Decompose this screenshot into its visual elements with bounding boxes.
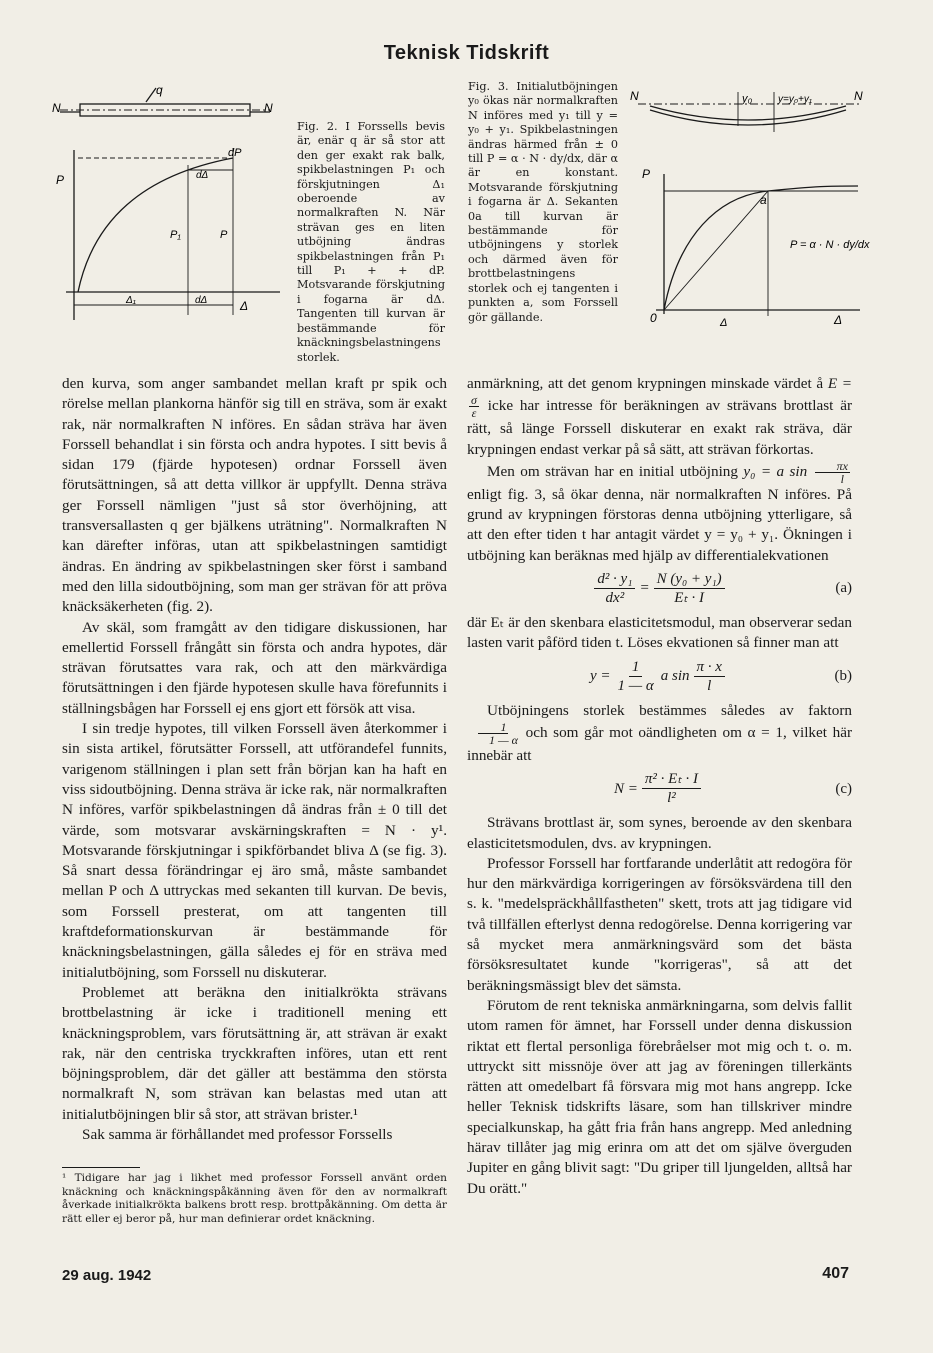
- footnote: ¹ Tidigare har jag i likhet med professor Forssell använt orden knäckning och knäckningspåkänning även för den av normalkraft åverkade initialkrökta balkens brott resp. brottpåkänning. Om detta är rätt eller ej beror på, hur man definierar ordet knäckning.: [62, 1172, 447, 1225]
- right-paragraph: [467, 460, 852, 566]
- figure-2: [48, 80, 293, 330]
- fig2-label-p1: P₁: [170, 229, 181, 241]
- sigma-over-epsilon: $\frac{\sigma}{\varepsilon}$: [471, 393, 477, 421]
- fig2-caption: Fig. 2. I Forssells bevis är, enär q är så stor att den ger exakt rak balk, spikbelastningen P₁ och förskjutningen Δ₁ oberoende av normalkraften N. När strävan ges en liten utböjning ändras spikbelastningen från P₁ till P₁ + + dP. Motsvarande förskjutning i fogarna är dΔ. Tangenten till kurvan är bestämmande för knäckningsbelastningens storlek.: [297, 120, 445, 364]
- left-paragraph: den kurva, som anger sambandet mellan kraft pr spik och rörelse mellan plankorna hänför sig till en sträva, som är exakt rak, när normalkraften N införes. En sådan sträva har även Forssell behandlat i sin första och andra hypotes. I sitt bevis å sidan 179 (fjärde hypotesen) ordnar Forssell även förutsättningen, så att detta villkor är uppfyllt. Denna sträva ger Forssell nämligen "just så stor överhöjning, att transversallasten q ger bjälkens uträtning". Normalkraften N kan därefter införas, utan att spikbelastningen samtidigt ändras. En ändring av spikbelastningen sker först i samband med den lilla sidoutböjning, som man ger strävan för att pröva knäcksäkerheten (fig. 2).: [62, 375, 447, 616]
- fig3-label-delta-axis: Δ: [834, 313, 843, 327]
- fig2-label-dp: dP: [228, 147, 242, 159]
- fig3-label-a: a: [760, 193, 767, 207]
- right-paragraph: Utböjningens storlek bestämmes således av faktorn $\frac{1}{1 — \alpha}$ och som går mot oändligheten om α = 1, vilket här innebär att: [467, 701, 852, 764]
- equation-c: N = $\frac{\text{π² · Eₜ · I}}{\text{l²}}$ (c): [614, 771, 852, 807]
- fig2-label-q: q: [156, 83, 163, 97]
- footer-date: 29 aug. 1942: [62, 1267, 152, 1284]
- fig3-label-p-axis: P: [642, 167, 651, 181]
- right-p1-before: anmärkning, att det genom krypningen minskade värdet å: [467, 375, 824, 392]
- fig3-caption: Fig. 3. Initialutböjningen y₀ ökas när normalkraften N införes med y₁ till y = y₀ + y₁. Spikbelastningen ändras härmed från ± 0 till P = α · N · dy/dx, där α är en konstant. Motsvarande förskjutning i fogarna är Δ. Sekanten 0a till kurvan är bestämmande för utböjningens y storlek och därmed även för brottbelastningens storlek och ej tangenten i punkten a, som Forssell gör gällande.: [468, 80, 618, 324]
- right-paragraph: Strävans brottlast är, som synes, beroende av den skenbara elasticitetsmodulen, dvs. av krypningen.: [467, 814, 852, 852]
- left-column: [62, 374, 447, 1145]
- fig3-label-p-formula: P = α · N · dy/dx: [790, 239, 870, 251]
- fig2-label-delta-axis: Δ: [240, 299, 249, 313]
- left-paragraph: Sak samma är förhållandet med professor Forssells: [82, 1125, 393, 1143]
- equation-b-tag: (b): [834, 668, 852, 685]
- left-paragraph: Problemet att beräkna den initialkrökta strävans brottbelastning är icke i traditionell mening ett knäckningsproblem, vars förutsättning är, att strävan är exakt rak, när den centriska tryckkraften införes, utan ett rent böjningsproblem, där det gäller att bestämma den största normalkraft N, som strävan kan belastas med utan att initialutböjningen blir så stor, att strävan brister.¹: [62, 983, 447, 1123]
- figure-3: [628, 86, 878, 336]
- fig2-label-p: P: [220, 229, 228, 241]
- fig2-label-p-axis: P: [56, 173, 65, 187]
- fig2-label-d-delta-top: dΔ: [196, 170, 209, 181]
- fig3-label-y-eq: y=y₀+y₁: [778, 94, 813, 105]
- journal-header: Teknisk Tidskrift: [383, 42, 550, 64]
- fig2-label-delta1: Δ₁: [126, 295, 136, 306]
- fig3-label-origin: 0: [650, 311, 657, 325]
- footnote-rule: [62, 1167, 140, 1168]
- fig3-label-n-left: N: [630, 89, 639, 103]
- left-paragraph: Av skäl, som framgått av den tidigare diskussionen, har emellertid Forssell frångått sin första och andra hypotes, där strävan förutsattes vara rak, och att den märkvärdiga förutsättningen i den fjärde hypotesen skulle hava förefunnits i ställningsbågen har Forssell ej ens gjort ett försök att visa.: [62, 618, 447, 717]
- right-paragraph: där Eₜ är den skenbara elasticitetsmodul, man observerar sedan lasten varit påförd tiden t. Löses ekvationen så finner man att: [467, 614, 852, 652]
- right-p1-after: icke har intresse för beräkningen av strävans brottlast är rätt, så länge Forssell diskuterar en exakt rak sträva, där krypningen endast verkar på så sätt, att strävan förkortas.: [467, 397, 853, 458]
- page-number: 407: [822, 1265, 849, 1282]
- equation-a: $\frac{\text{d² · y₁}}{\text{dx²}}$ = $\frac{\text{N (y₀ + y₁)}}{\text{Eₜ · I}}$ (a): [467, 570, 852, 607]
- fig3-label-delta-mid: Δ: [720, 317, 728, 329]
- one-over-one-minus-alpha: $\frac{1}{1 — \alpha}$: [469, 721, 518, 746]
- right-paragraph: [467, 374, 852, 460]
- fig3-label-n-right: N: [854, 89, 863, 103]
- equation-a-tag: (a): [835, 580, 852, 597]
- equation-c-tag: (c): [835, 780, 852, 797]
- fig2-label-n-left: N: [52, 101, 61, 115]
- right-p2-expr: y₀ = a sin: [743, 462, 808, 480]
- right-p1-eq-lhs: E =: [827, 375, 853, 392]
- right-p2-before: Men om strävan har en initial utböjning: [487, 462, 738, 480]
- equation-b: y = $\frac{1}{1 — \alpha}$ a sin $\frac{\pi \cdot x}{l}$ (b): [590, 658, 852, 694]
- left-paragraph: I sin tredje hypotes, till vilken Forssell även återkommer i sin sista artikel, förutsätter Forssell, att utförandefel funnits, varigenom ställningen i plan sett från början kan ha haft en viss sidoutböjning. Denna sträva är icke rak, när normalkraften N införes, varför spikbelastningen då ändras från ± 0 till det värde, som motsvarar avskärningskraften = N · y¹. Motsvarande förskjutningar i spikförbandet bliva Δ (se fig. 3). Så snart dessa förändringar ej äro små, måste sambandet mellan P och Δ uttryckas med sekanten till kurvan. De bevis, som Forssell presterat, om att tangenten till kraftdeformationskurvan är bestämmande för knäckningsbelastningen, gälla således ej för en sträva med initialutböjning, som Forssell nu diskuterar.: [62, 720, 447, 981]
- fig3-label-y0: y₀: [742, 93, 753, 105]
- right-paragraph: Förutom de rent tekniska anmärkningarna, som delvis fallit utom ramen för ämnet, har Forssell under denna diskussion riktat ett flertal personliga förebråelser mot mig och t. o. m. uttryckt sitt missnöje över att jag av föreningen tillerkänts rätten att omedelbart få försvara mig mot hans angrepp. Icke heller Teknisk tidskrifts läsare, som han tillskriver mindre specialkunskap, ha gått fria från hans angrepp. Med anledning härav tillåter jag mig erinra om att det om själve överguden Jupiter en gång blivit sagt: "Du griper till ljungelden, alltså har Du orätt.": [467, 996, 852, 1197]
- fig2-label-n-right: N: [264, 101, 273, 115]
- right-p2-after: enligt fig. 3, så ökar denna, när normalkraften N införes. På grund av krypningen förstoras denna utböjning ytterligare, så att den efter tiden t har antagit värdet y = y₀ + y₁. Ökningen i utböjning kan beräknas med hjälp av differentialekvationen: [467, 485, 852, 564]
- right-column: [467, 374, 852, 1199]
- right-paragraph: Professor Forssell har fortfarande underlåtit att redogöra för hur den märkvärdiga korrigeringen av försöksvärdena till den s. k. "medelspräckhållfastheten" skett, trots att jag tidigare vid två tillfällen efterlyst denna redogörelse. Denna korrigering var så mycket mera anmärkningsvärd som det bästa försöksresultatet kunde "korrigeras", så att det beräkningsmässigt blev det sämsta.: [467, 854, 852, 994]
- fig2-label-d-delta-bottom: dΔ: [195, 295, 208, 306]
- pi-x-over-l: $\frac{\pi x}{l}$: [815, 460, 850, 485]
